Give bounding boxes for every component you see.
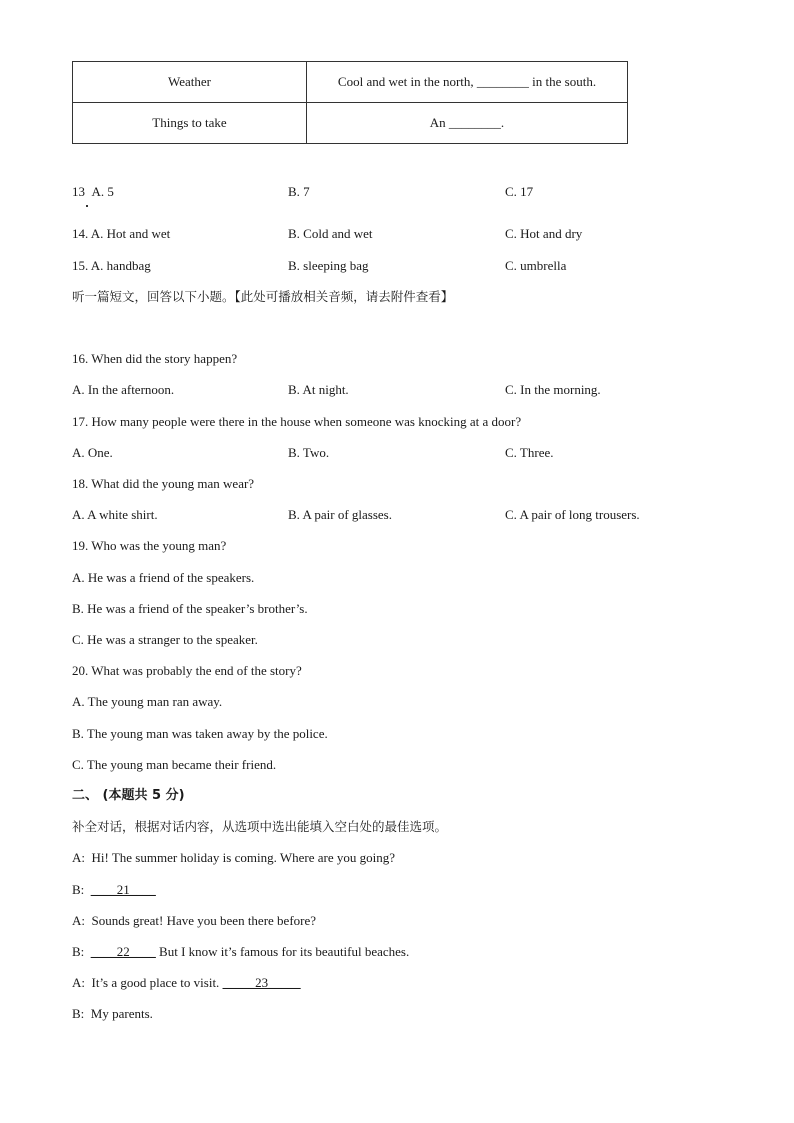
question-14-option-b: B. Cold and wet bbox=[288, 226, 373, 241]
info-table bbox=[72, 61, 628, 144]
dialogue-text: Hi! The summer holiday is coming. Where are you going? bbox=[91, 850, 396, 865]
speaker-label: B: bbox=[72, 882, 85, 897]
question-15-option-c: C. umbrella bbox=[505, 258, 567, 273]
section-instruction: 补全对话，根据对话内容，从选项中选出能填入空白处的最佳选项。 bbox=[72, 819, 448, 834]
question-17-option-b: B. Two. bbox=[288, 445, 330, 460]
speaker-label: A: bbox=[72, 913, 85, 928]
listening-instruction: 听一篇短文，回答以下小题。【此处可播放相关音频，请去附件查看】 bbox=[72, 289, 454, 304]
question-15-option-b: B. sleeping bag bbox=[288, 258, 369, 273]
question-19-option-a: A. He was a friend of the speakers. bbox=[72, 570, 255, 585]
question-19-option-c: C. He was a stranger to the speaker. bbox=[72, 632, 258, 647]
dialogue-text: It’s a good place to visit. bbox=[91, 975, 223, 990]
question-19: 19. Who was the young man? bbox=[72, 538, 227, 553]
dialogue-text: My parents. bbox=[90, 1006, 153, 1021]
table-cell-value: An ________. bbox=[307, 103, 628, 144]
question-15-option-a: 15. A. handbag bbox=[72, 258, 151, 273]
question-17: 17. How many people were there in the house when someone was knocking at a door? bbox=[72, 414, 522, 429]
question-16-option-a: A. In the afternoon. bbox=[72, 382, 175, 397]
dialogue-line bbox=[72, 1006, 153, 1022]
table-row bbox=[73, 103, 628, 144]
question-17-option-c: C. Three. bbox=[505, 445, 554, 460]
table-cell-label: Weather bbox=[73, 62, 307, 103]
question-14-option-c: C. Hot and dry bbox=[505, 226, 583, 241]
question-18-option-c: C. A pair of long trousers. bbox=[505, 507, 640, 522]
question-13-option-a bbox=[72, 184, 114, 200]
question-18: 18. What did the young man wear? bbox=[72, 476, 255, 491]
question-16: 16. When did the story happen? bbox=[72, 351, 238, 366]
dialogue-line bbox=[72, 913, 316, 929]
dialogue-line bbox=[72, 975, 301, 991]
option-text: A. 5 bbox=[91, 184, 114, 199]
question-13-option-c: C. 17 bbox=[505, 184, 534, 199]
dialogue-line bbox=[72, 944, 409, 960]
answer-blank[interactable]: ____21____ bbox=[90, 882, 156, 897]
dialogue-line bbox=[72, 882, 156, 898]
stray-dot bbox=[86, 205, 88, 207]
dialogue-text: Sounds great! Have you been there before? bbox=[91, 913, 317, 928]
answer-blank[interactable]: _____23_____ bbox=[222, 975, 301, 990]
question-18-option-b: B. A pair of glasses. bbox=[288, 507, 392, 522]
table-cell-label: Things to take bbox=[73, 103, 307, 144]
dialogue-text: But I know it’s famous for its beautiful beaches. bbox=[155, 944, 410, 959]
speaker-label: B: bbox=[72, 1006, 85, 1021]
speaker-label: A: bbox=[72, 975, 85, 990]
question-number: 13 bbox=[72, 184, 85, 199]
question-20: 20. What was probably the end of the story? bbox=[72, 663, 302, 678]
speaker-label: A: bbox=[72, 850, 85, 865]
question-14-option-a: 14. A. Hot and wet bbox=[72, 226, 171, 241]
question-20-option-c: C. The young man became their friend. bbox=[72, 757, 277, 772]
question-20-option-b: B. The young man was taken away by the police. bbox=[72, 726, 328, 741]
question-16-option-c: C. In the morning. bbox=[505, 382, 601, 397]
answer-blank[interactable]: ____22____ bbox=[90, 944, 156, 959]
question-16-option-b: B. At night. bbox=[288, 382, 349, 397]
question-19-option-b: B. He was a friend of the speaker’s brother’s. bbox=[72, 601, 308, 616]
table-cell-value: Cool and wet in the north, ________ in the south. bbox=[307, 62, 628, 103]
speaker-label: B: bbox=[72, 944, 85, 959]
question-13-option-b: B. 7 bbox=[288, 184, 310, 199]
table-row bbox=[73, 62, 628, 103]
question-17-option-a: A. One. bbox=[72, 445, 113, 460]
dialogue-line bbox=[72, 850, 395, 866]
question-20-option-a: A. The young man ran away. bbox=[72, 694, 223, 709]
question-18-option-a: A. A white shirt. bbox=[72, 507, 158, 522]
section-heading: 二、 (本题共 5 分) bbox=[72, 788, 185, 803]
